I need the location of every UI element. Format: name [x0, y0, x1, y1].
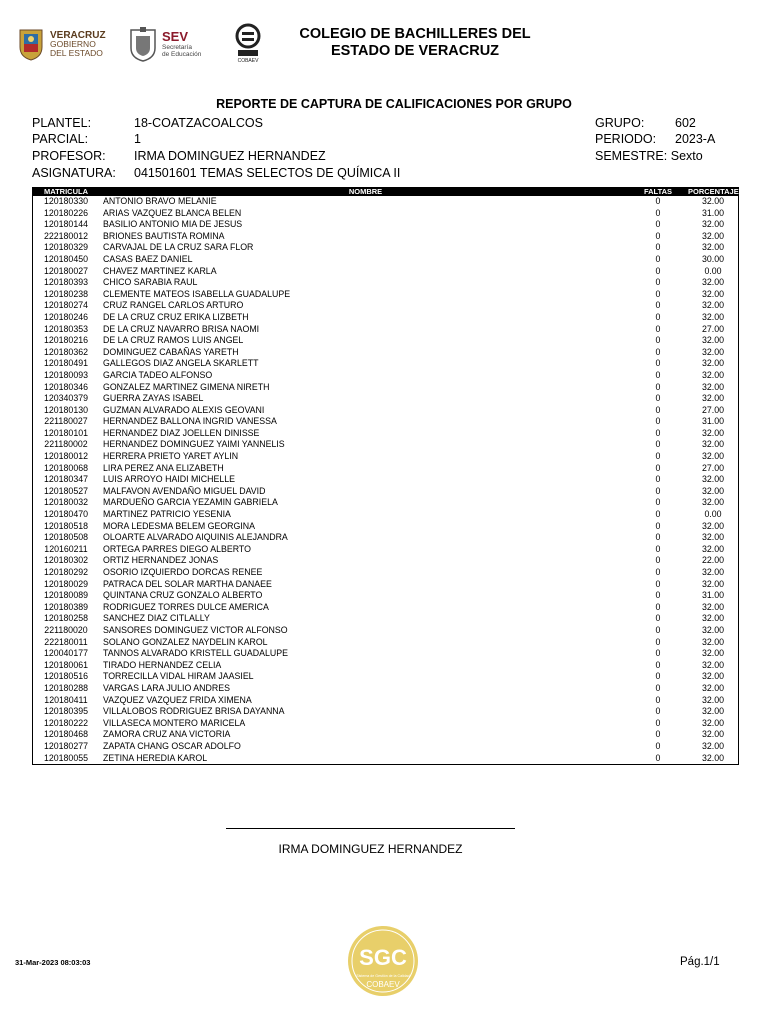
cell-porcentaje: 30.00: [701, 253, 724, 264]
cell-nombre: GALLEGOS DIAZ ANGELA SKARLETT: [103, 358, 259, 369]
cell-porcentaje: 32.00: [701, 242, 724, 253]
cell-matricula: 120180130: [43, 404, 89, 415]
table-row: [33, 196, 738, 208]
cell-faltas: 0: [655, 682, 661, 693]
sev-logo: [128, 24, 228, 64]
cell-nombre: ZETINA HEREDIA KAROL: [103, 752, 208, 763]
table-row: [33, 277, 738, 289]
cell-nombre: ANTONIO BRAVO MELANIE: [103, 196, 217, 206]
table-row: [33, 695, 738, 707]
cell-matricula: 120180518: [43, 520, 89, 531]
report-title: REPORTE DE CAPTURA DE CALIFICACIONES POR GRUPO: [216, 97, 572, 111]
cell-matricula: 120160211: [44, 543, 88, 554]
cell-nombre: BRIONES BAUTISTA ROMINA: [103, 230, 225, 241]
table-row: [33, 439, 738, 451]
cell-nombre: CLEMENTE MATEOS ISABELLA GUADALUPE: [103, 288, 291, 299]
cell-matricula: 120180055: [43, 752, 89, 763]
cell-porcentaje: 32.00: [701, 497, 724, 508]
cell-nombre: MARDUEÑO GARCIA YEZAMIN GABRIELA: [103, 497, 278, 508]
table-row: [33, 555, 738, 567]
cell-nombre: VAZQUEZ VAZQUEZ FRIDA XIMENA: [103, 694, 252, 705]
cell-faltas: 0: [655, 543, 661, 554]
cell-nombre: SANSORES DOMINGUEZ VICTOR ALFONSO: [103, 624, 288, 635]
column-header-matricula: MATRICULA: [43, 187, 89, 196]
cell-porcentaje: 32.00: [701, 300, 724, 311]
table-row: [33, 729, 738, 741]
cell-nombre: DE LA CRUZ RAMOS LUIS ANGEL: [103, 335, 244, 346]
cell-porcentaje: 32.00: [701, 752, 724, 763]
cell-matricula: 120180302: [43, 555, 89, 566]
cobaev-logo-label: COBAEV: [237, 58, 259, 64]
table-row: [33, 393, 738, 405]
cell-matricula: 120180347: [43, 474, 89, 485]
cell-faltas: 0: [655, 717, 661, 728]
cell-faltas: 0: [655, 439, 661, 450]
cell-porcentaje: 27.00: [701, 404, 724, 415]
cell-porcentaje: 32.00: [701, 381, 724, 392]
table-row: [33, 521, 738, 533]
table-header: [33, 187, 738, 196]
cell-faltas: 0: [655, 404, 661, 415]
table-row: [33, 567, 738, 579]
table-row: [33, 544, 738, 556]
cell-nombre: OSORIO IZQUIERDO DORCAS RENEE: [103, 567, 263, 577]
cell-porcentaje: 32.00: [701, 358, 724, 369]
table-row: [33, 671, 738, 683]
cell-porcentaje: 0.00: [704, 265, 722, 276]
table-row: [33, 613, 738, 625]
table-row: [33, 463, 738, 475]
cell-nombre: HERNANDEZ BALLONA INGRID VANESSA: [103, 416, 277, 427]
veracruz-logo-line3: DEL ESTADO: [50, 47, 103, 58]
cell-matricula: 222180011: [44, 636, 88, 647]
cell-porcentaje: 32.00: [701, 288, 724, 299]
cell-faltas: 0: [655, 578, 661, 589]
table-row: [33, 602, 738, 614]
cell-faltas: 0: [655, 648, 661, 659]
cell-faltas: 0: [655, 288, 661, 299]
table-row: [33, 312, 738, 324]
cell-nombre: CASAS BAEZ DANIEL: [103, 253, 193, 264]
cell-nombre: ZAPATA CHANG OSCAR ADOLFO: [103, 740, 241, 751]
table-row: [33, 625, 738, 637]
cell-nombre: ORTEGA PARRES DIEGO ALBERTO: [103, 543, 251, 554]
table-row: [33, 579, 738, 591]
school-name: [270, 26, 560, 60]
table-row: [33, 428, 738, 440]
periodo-label: PERIODO:: [595, 132, 657, 146]
cobaev-emblem-icon: [232, 22, 264, 64]
cell-faltas: 0: [655, 346, 661, 357]
cell-faltas: 0: [655, 358, 661, 369]
semestre-label-text: SEMESTRE:: [595, 149, 668, 163]
veracruz-logo-line1: VERACRUZ: [50, 29, 106, 41]
cell-matricula: 120180068: [43, 462, 89, 473]
cell-faltas: 0: [655, 451, 661, 462]
cell-faltas: 0: [655, 335, 661, 346]
cell-porcentaje: 32.00: [701, 485, 724, 496]
cell-nombre: VILLASECA MONTERO MARICELA: [103, 717, 246, 728]
cell-matricula: 120180362: [43, 346, 89, 357]
cobaev-logo: [232, 22, 264, 64]
sgc-tagline: Sistema de Gestión de la Calidad: [356, 974, 410, 978]
cell-faltas: 0: [655, 300, 661, 311]
table-row: [33, 208, 738, 220]
table-row: [33, 683, 738, 695]
table-row: [33, 497, 738, 509]
cell-porcentaje: 32.00: [701, 729, 724, 740]
cell-faltas: 0: [655, 659, 661, 670]
cell-porcentaje: 32.00: [701, 543, 724, 554]
column-header-faltas: FALTAS: [643, 187, 673, 196]
school-name-line2: ESTADO DE VERACRUZ: [330, 43, 500, 59]
signature-line: [226, 828, 515, 829]
table-row: [33, 753, 738, 765]
cell-nombre: DE LA CRUZ NAVARRO BRISA NAOMI: [103, 323, 260, 334]
plantel-label: PLANTEL:: [32, 116, 92, 130]
table-row: [33, 718, 738, 730]
cell-faltas: 0: [655, 694, 661, 705]
cell-porcentaje: 27.00: [701, 462, 724, 473]
cell-matricula: 120180389: [43, 601, 89, 612]
cell-porcentaje: 32.00: [701, 230, 724, 241]
cell-nombre: MALFAVON AVENDAÑO MIGUEL DAVID: [103, 485, 266, 496]
cell-nombre: TANNOS ALVARADO KRISTELL GUADALUPE: [103, 648, 288, 659]
cell-porcentaje: 32.00: [701, 671, 724, 682]
cell-nombre: CRUZ RANGEL CARLOS ARTURO: [103, 300, 244, 311]
sgc-abbr: SGC: [359, 945, 407, 970]
cell-porcentaje: 0.00: [704, 509, 722, 520]
table-row: [33, 335, 738, 347]
cell-nombre: GUZMAN ALVARADO ALEXIS GEOVANI: [103, 404, 265, 415]
column-header-nombre: NOMBRE: [348, 187, 383, 196]
cell-faltas: 0: [655, 265, 661, 276]
veracruz-logo-line2: GOBIERNO: [50, 38, 96, 49]
cell-matricula: 120180101: [43, 427, 89, 438]
table-row: [33, 242, 738, 254]
school-name-line1: COLEGIO DE BACHILLERES DEL: [299, 26, 531, 42]
semestre-value: Sexto: [670, 149, 703, 163]
cell-matricula: 120180093: [43, 369, 89, 380]
cell-faltas: 0: [655, 497, 661, 508]
cell-matricula: 120180491: [43, 358, 89, 369]
cell-matricula: 120180288: [43, 682, 89, 693]
cell-matricula: 120180450: [43, 253, 89, 264]
cell-nombre: TORRECILLA VIDAL HIRAM JAASIEL: [103, 671, 254, 682]
cell-faltas: 0: [655, 474, 661, 485]
table-row: [33, 637, 738, 649]
cell-faltas: 0: [655, 485, 661, 496]
cell-porcentaje: 32.00: [701, 636, 724, 647]
cell-matricula: 221180020: [44, 624, 88, 635]
cell-nombre: PATRACA DEL SOLAR MARTHA DANAEE: [103, 578, 272, 589]
sgc-label: COBAEV: [366, 980, 400, 989]
cell-matricula: 120180222: [43, 717, 89, 728]
cell-matricula: 120180246: [43, 311, 89, 322]
cell-matricula: 120180012: [43, 451, 89, 462]
cell-nombre: DOMINGUEZ CABAÑAS YARETH: [103, 346, 239, 357]
cell-porcentaje: 31.00: [701, 416, 724, 427]
sev-shield-icon: [128, 26, 158, 62]
cell-matricula: 120340379: [43, 393, 89, 404]
cell-nombre: VILLALOBOS RODRIGUEZ BRISA DAYANNA: [103, 706, 285, 717]
cell-porcentaje: 32.00: [701, 601, 724, 612]
cell-faltas: 0: [655, 427, 661, 438]
cell-faltas: 0: [655, 613, 661, 624]
cell-matricula: 120180238: [43, 288, 89, 299]
cell-porcentaje: 32.00: [701, 567, 724, 577]
cell-faltas: 0: [655, 671, 661, 682]
cell-nombre: TIRADO HERNANDEZ CELIA: [103, 659, 222, 670]
cell-nombre: CHICO SARABIA RAUL: [103, 277, 198, 288]
table-row: [33, 486, 738, 498]
cell-matricula: 120180395: [43, 706, 89, 717]
cell-faltas: 0: [655, 706, 661, 717]
grupo-label: GRUPO:: [595, 116, 645, 130]
cell-matricula: 120180226: [43, 207, 89, 218]
cell-porcentaje: 32.00: [701, 694, 724, 705]
cell-faltas: 0: [655, 624, 661, 635]
cell-faltas: 0: [655, 323, 661, 334]
plantel-value: 18-COATZACOALCOS: [134, 116, 263, 130]
cell-porcentaje: 32.00: [701, 369, 724, 380]
cell-nombre: GONZALEZ MARTINEZ GIMENA NIRETH: [103, 381, 270, 392]
table-row: [33, 231, 738, 243]
cell-porcentaje: 31.00: [701, 207, 724, 218]
table-row: [33, 370, 738, 382]
cell-nombre: HERNANDEZ DOMINGUEZ YAIMI YANNELIS: [103, 439, 285, 450]
cell-matricula: 120180029: [43, 578, 89, 589]
cell-nombre: MORA LEDESMA BELEM GEORGINA: [103, 520, 256, 531]
cell-faltas: 0: [655, 253, 661, 264]
cell-porcentaje: 32.00: [701, 219, 724, 230]
table-row: [33, 289, 738, 301]
cell-porcentaje: 32.00: [701, 682, 724, 693]
table-row: [33, 358, 738, 370]
cell-matricula: 120180393: [43, 277, 89, 288]
cell-porcentaje: 27.00: [701, 323, 724, 334]
table-row: [33, 347, 738, 359]
page-number: Pág.1/1: [680, 956, 720, 968]
cell-matricula: 120180027: [43, 265, 89, 276]
cell-faltas: 0: [655, 311, 661, 322]
cell-porcentaje: 32.00: [701, 427, 724, 438]
sev-logo-line2: de Educación: [162, 51, 202, 58]
profesor-value: IRMA DOMINGUEZ HERNANDEZ: [134, 149, 326, 163]
cell-faltas: 0: [655, 532, 661, 543]
asignatura-value: 041501601 TEMAS SELECTOS DE QUÍMICA II: [134, 166, 401, 180]
cell-porcentaje: 32.00: [701, 706, 724, 717]
cell-faltas: 0: [655, 207, 661, 218]
cell-nombre: QUINTANA CRUZ GONZALO ALBERTO: [103, 590, 263, 601]
cell-porcentaje: 32.00: [701, 624, 724, 635]
table-row: [33, 590, 738, 602]
table-row: [33, 405, 738, 417]
table-row: [33, 706, 738, 718]
cell-faltas: 0: [655, 752, 661, 763]
table-row: [33, 660, 738, 672]
cell-matricula: 120180516: [43, 671, 89, 682]
cell-nombre: HERNANDEZ DIAZ JOELLEN DINISSE: [103, 427, 260, 438]
table-row: [33, 509, 738, 521]
table-row: [33, 324, 738, 336]
cell-matricula: 120180292: [43, 567, 89, 577]
cell-faltas: 0: [655, 416, 661, 427]
table-row: [33, 382, 738, 394]
cell-porcentaje: 32.00: [701, 335, 724, 346]
table-row: [33, 648, 738, 660]
parcial-value: 1: [134, 132, 141, 146]
asignatura-label: ASIGNATURA:: [32, 166, 116, 180]
cell-matricula: 120180274: [43, 300, 89, 311]
table-row: [33, 219, 738, 231]
cell-faltas: 0: [655, 601, 661, 612]
cell-matricula: 120180216: [43, 335, 89, 346]
cell-faltas: 0: [655, 462, 661, 473]
cell-porcentaje: 32.00: [701, 451, 724, 462]
cell-porcentaje: 22.00: [701, 555, 724, 566]
cell-porcentaje: 32.00: [701, 717, 724, 728]
cell-matricula: 120180330: [43, 196, 89, 206]
cell-nombre: HERRERA PRIETO YARET AYLIN: [103, 451, 239, 462]
cell-matricula: 120180061: [43, 659, 89, 670]
parcial-label: PARCIAL:: [32, 132, 89, 146]
cell-faltas: 0: [655, 277, 661, 288]
cell-faltas: 0: [655, 381, 661, 392]
cell-nombre: ORTIZ HERNANDEZ JONAS: [103, 555, 219, 566]
table-row: [33, 254, 738, 266]
cell-matricula: 120180277: [43, 740, 89, 751]
table-row: [33, 266, 738, 278]
cell-faltas: 0: [655, 567, 661, 577]
cell-faltas: 0: [655, 369, 661, 380]
cell-porcentaje: 32.00: [701, 648, 724, 659]
cell-matricula: 120180508: [43, 532, 89, 543]
grades-table: [32, 187, 739, 765]
table-row: [33, 741, 738, 753]
cell-porcentaje: 32.00: [701, 520, 724, 531]
table-row: [33, 416, 738, 428]
cell-nombre: DE LA CRUZ CRUZ ERIKA LIZBETH: [103, 311, 249, 322]
cell-nombre: GARCIA TADEO ALFONSO: [103, 369, 213, 380]
cell-nombre: GUERRA ZAYAS ISABEL: [103, 393, 204, 404]
sev-logo-line1: Secretaría: [162, 44, 192, 51]
cell-porcentaje: 32.00: [701, 474, 724, 485]
cell-nombre: RODRIGUEZ TORRES DULCE AMERICA: [103, 601, 269, 612]
cell-faltas: 0: [655, 219, 661, 230]
column-header-porcentaje: PORCENTAJE: [688, 187, 739, 196]
cell-matricula: 120180411: [44, 694, 88, 705]
cell-faltas: 0: [655, 230, 661, 241]
cell-porcentaje: 32.00: [701, 740, 724, 751]
cell-porcentaje: 32.00: [701, 196, 724, 206]
cell-matricula: 120180032: [43, 497, 89, 508]
cell-porcentaje: 32.00: [701, 277, 724, 288]
table-body: [33, 196, 738, 764]
cell-nombre: SOLANO GONZALEZ NAYDELIN KAROL: [103, 636, 268, 647]
table-row: [33, 532, 738, 544]
cell-nombre: BASILIO ANTONIO MIA DE JESUS: [103, 219, 243, 230]
cell-faltas: 0: [655, 520, 661, 531]
cell-nombre: VARGAS LARA JULIO ANDRES: [103, 682, 230, 693]
veracruz-shield-icon: [18, 27, 44, 61]
cell-nombre: MARTINEZ PATRICIO YESENIA: [103, 509, 231, 520]
cell-porcentaje: 32.00: [701, 393, 724, 404]
cell-matricula: 221180027: [44, 416, 88, 427]
cell-faltas: 0: [655, 555, 661, 566]
periodo-value: 2023-A: [675, 132, 716, 146]
cell-faltas: 0: [655, 393, 661, 404]
cell-porcentaje: 32.00: [701, 578, 724, 589]
cell-faltas: 0: [655, 509, 661, 520]
cell-faltas: 0: [655, 196, 661, 206]
cell-nombre: ARIAS VAZQUEZ BLANCA BELEN: [103, 207, 242, 218]
print-date: 31-Mar-2023 08:03:03: [15, 958, 91, 967]
cell-faltas: 0: [655, 729, 661, 740]
cell-matricula: 221180002: [44, 439, 88, 450]
table-row: [33, 474, 738, 486]
profesor-label: PROFESOR:: [32, 149, 106, 163]
cell-faltas: 0: [655, 636, 661, 647]
cell-matricula: 120180527: [43, 485, 89, 496]
cell-porcentaje: 32.00: [701, 532, 724, 543]
cell-porcentaje: 32.00: [701, 346, 724, 357]
sgc-seal-icon: [343, 925, 423, 997]
cell-faltas: 0: [655, 590, 661, 601]
signature-name: IRMA DOMINGUEZ HERNANDEZ: [278, 842, 463, 856]
cell-matricula: 120180144: [43, 219, 89, 230]
cell-nombre: CARVAJAL DE LA CRUZ SARA FLOR: [103, 242, 254, 253]
cell-matricula: 120180468: [43, 729, 89, 740]
cell-nombre: CHAVEZ MARTINEZ KARLA: [103, 265, 217, 276]
cell-nombre: ZAMORA CRUZ ANA VICTORIA: [103, 729, 231, 740]
cell-matricula: 120180258: [43, 613, 89, 624]
cell-porcentaje: 32.00: [701, 311, 724, 322]
cell-porcentaje: 32.00: [701, 613, 724, 624]
table-row: [33, 300, 738, 312]
cell-matricula: 222180012: [43, 230, 89, 241]
cell-matricula: 120180089: [43, 590, 89, 601]
sev-logo-abbr: SEV: [162, 29, 189, 44]
cell-porcentaje: 32.00: [701, 439, 724, 450]
cell-nombre: LUIS ARROYO HAIDI MICHELLE: [103, 474, 235, 485]
table-row: [33, 451, 738, 463]
cell-faltas: 0: [655, 242, 661, 253]
veracruz-government-logo: [18, 24, 128, 64]
cell-faltas: 0: [655, 740, 661, 751]
cell-matricula: 120180329: [43, 242, 89, 253]
cell-porcentaje: 32.00: [701, 659, 724, 670]
cell-nombre: SANCHEZ DIAZ CITLALLY: [103, 613, 210, 624]
cell-nombre: LIRA PEREZ ANA ELIZABETH: [103, 462, 224, 473]
cell-matricula: 120040177: [43, 648, 89, 659]
semestre-label: [595, 148, 703, 165]
cell-matricula: 120180470: [43, 509, 89, 520]
grupo-value: 602: [675, 116, 696, 130]
cell-matricula: 120180353: [43, 323, 89, 334]
cell-matricula: 120180346: [43, 381, 89, 392]
cell-nombre: OLOARTE ALVARADO AIQUINIS ALEJANDRA: [103, 532, 288, 543]
cell-porcentaje: 31.00: [701, 590, 724, 601]
sgc-quality-logo: [343, 925, 423, 997]
